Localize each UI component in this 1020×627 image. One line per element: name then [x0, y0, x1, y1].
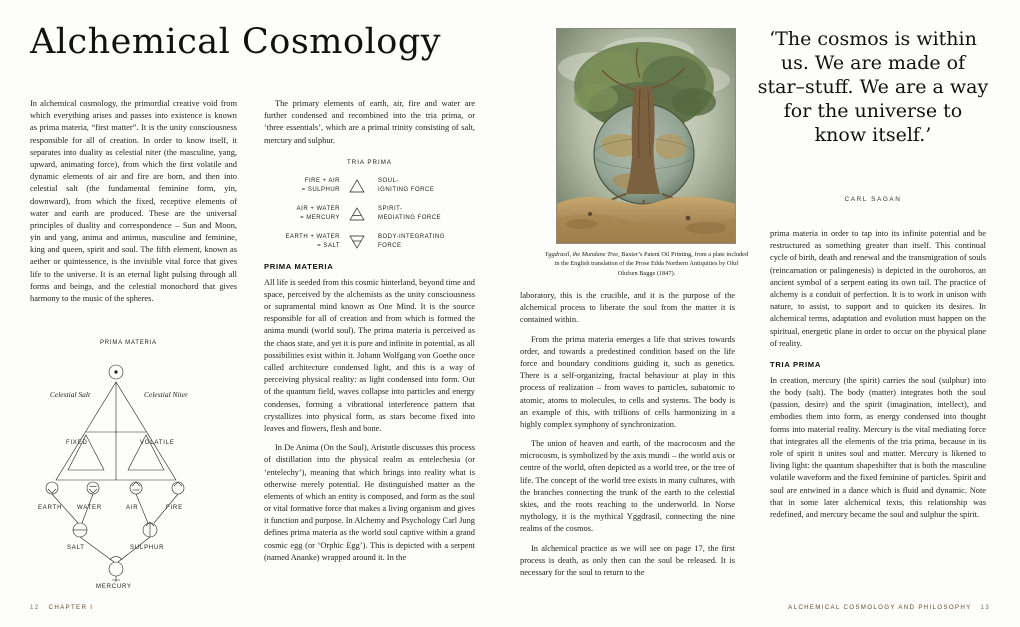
tria-row-right: SOUL- IGNITING FORCE — [378, 177, 435, 193]
figure-caption — [544, 250, 749, 278]
pull-quote-attribution: CARL SAGAN — [844, 196, 902, 203]
label-celestial-salt: Celestial Salt — [49, 390, 91, 399]
body-column-1 — [30, 98, 237, 312]
label-salt: SALT — [67, 545, 85, 551]
pull-quote: ‘The cosmos is within us. We are made of star–stuff. We are a way for the universe to know itself.’ — [757, 28, 989, 146]
caption-body: Baxter’s Patent Oil Printing, from a plate included in the English translation of the Prose Edda Northern Antiquities by Oluf Olufsen Bagge (1847). — [554, 251, 749, 277]
paragraph: From the prima materia emerges a life that strives towards order, and towards a predestined condition based on the life force and boundary conditions guiding it, such as genetics. There is a self-organizing, fractal behaviour at play in this process of realization – from waves to particles, subatomic to atomic, atoms to molecules, to cells and systems. The body is an example of this, with trillions of cells harmonizing in a highly complex symphony of synchronization. — [520, 334, 735, 429]
label-sulphur: SULPHUR — [130, 545, 165, 551]
footer-right — [788, 604, 990, 611]
paragraph: In creation, mercury (the spirit) carries the soul (sulphur) into the body (salt). The body (matter) integrates both the soul (passion, desire) and the spirit (imagination, intellect), and embodies them into form, as energy condensed into thought forms into material reality. Mercury is the vital mediating force that integrates all the elements of the tria prima, because in its role of spirit it unites soul and matter. Mercury is likened to living light: the quantum shapeshifter that is both the masculine volatile waveform and the fixed feminine of particles. Spirit and soul are entwined in a dance which is fluid and dynamic. Note that in some later alchemical texts, this relationship was redefined, and mercury became the soul and sulphur the spirit. — [770, 375, 986, 519]
label-fixed: FIXED — [66, 440, 88, 446]
tria-row — [264, 233, 475, 251]
label-celestial-niter: Celestial Niter — [144, 390, 188, 399]
caption-title: Yggdrasil, the Mundane Tree, — [544, 251, 620, 258]
diagram-title: PRIMA MATERIA — [100, 340, 157, 346]
paragraph: All life is seeded from this cosmic hinterland, beyond time and space, perceived by the alchemists as the unity consciousness or supramental mind known as One Mind. It is the source responsible for all of creation and from which is formed the anima mundi (world soul). The prima materia is perceived as the chaos state, and yet it is pure and infinite in potential, as all possibilities exist within it. Johann Wolfgang von Goethe once called architecture condensed light, and this is a way of perceiving physical reality: as light condensed into form. Out of the quantum field, waves collapse into particles and energy condenses, forming a vibrational interference pattern that crystallizes into physical form, as stars become fixed into leaves and flowers, flesh and bone. — [264, 277, 475, 433]
sulphur-triangle-icon — [340, 179, 374, 193]
yggdrasil-illustration — [556, 28, 736, 244]
label-water: WATER — [77, 505, 102, 511]
prima-materia-diagram — [20, 340, 250, 590]
section-heading: TRIA PRIMA — [770, 359, 822, 369]
paragraph: In alchemical practice as we will see on page 17, the first process is death, as only then can the soul be released. It is necessary for the soul to return to the — [520, 543, 735, 577]
tria-row-left: EARTH + WATER = SALT — [285, 233, 340, 249]
paragraph: In De Anima (On the Soul), Aristotle discusses this process of distillation into the physical realm as entelechesia (or ‘entelechy’), meaning that which brings into reality what is otherwise merely potential. He distinguished matter as the elements of which an entity is composed, and form as the soul or vital formative force that makes a living organism and gives it function and purpose. In Alchemy and Psychology Carl Jung defines prima materia as the world soul captive within a grand cosmic egg (or ‘Orphic Egg’). This is depicted with a serpent (named Ananke) wrapped around it. In the — [264, 443, 475, 562]
section-heading: PRIMA MATERIA — [264, 261, 334, 271]
page-title: Alchemical Cosmology — [30, 22, 442, 62]
diagram-graphic — [20, 340, 250, 590]
body-column-4 — [770, 228, 986, 528]
mercury-triangle-icon — [340, 207, 374, 221]
label-fire: FIRE — [166, 505, 183, 511]
label-air: AIR — [126, 505, 139, 511]
paragraph: prima materia in order to tap into its infinite potential and be restructured as something greater than itself. This continual cycle of birth, death and renewal and the transmigration of souls (reincarnation or palingenesis) is depicted in the ouroboros, an ancient symbol of a serpent eating its own tail. The practice of alchemy is a conduit of perfection. It is to work in unison with nature, to assist, to support and to quicken its desires. In alchemical terms, adaptation and evolution must happen on the spiritual, energetic plane in order to occur on the physical plane of reality. — [770, 229, 986, 348]
paragraph: In alchemical cosmology, the primordial creative void from which everything arises and passes into existence is known as prima materia, “first matter”. It is the unity consciousness responsible for all of creation. In order to know itself, it separates into duality as celestial niter (the masculine, yang, upward, animating force), from which the first volatile and dynamic elements of air and fire are born, and then into celestial salt (the fundamental feminine form, yin, downward), from which the fixed, receptive elements of water and earth are produced. These are the universal principles of duality and correspondence – Sun and Moon, yin and yang, anima and animus, masculine and feminine, king and queen, spirit and soul. The fifth element, known as aether or quintessence, is the invisible vital force that gives life to the universe. It is an eternal light pulsing through all forms and beings, and the celestial monochord that gives harmony to the music of the spheres. — [30, 99, 237, 303]
footer-left — [30, 604, 93, 611]
label-mercury: MERCURY — [96, 584, 132, 590]
paragraph: The primary elements of earth, air, fire and water are further condensed and recombined into the tria prima, or ‘three essentials’, which are a primal trinity consisting of salt, mercury and sulphur. — [264, 99, 475, 145]
tria-row — [264, 177, 475, 195]
tria-row-left: AIR + WATER = MERCURY — [296, 205, 340, 221]
footer-page-number-right: 13 — [980, 604, 990, 611]
body-column-2 — [264, 98, 475, 571]
paragraph: The union of heaven and earth, of the macrocosm and the microcosm, is symbolized by the axis mundi – the world axis or centre of the world, often depicted as a world tree, or the tree of life. The concept of the world tree exists in many cultures, with the branches connecting the trunk of the earth to the celestial skies, and the roots reaching to the underworld. In Norse mythology, it is the mythical Yggdrasil, connecting the nine realms of the cosmos. — [520, 439, 735, 534]
paragraph: laboratory, this is the crucible, and it is the purpose of the alchemical process to liberate the soul from the matter it is contained within. — [520, 291, 735, 325]
label-earth: EARTH — [38, 505, 63, 511]
footer-page-number-left: 12 — [30, 604, 40, 611]
tria-row — [264, 205, 475, 223]
tria-row-right: BODY-INTEGRATING FORCE — [378, 233, 446, 249]
tria-prima-title: TRIA PRIMA — [346, 158, 393, 166]
salt-triangle-icon — [340, 235, 374, 249]
footer-label-right: ALCHEMICAL COSMOLOGY AND PHILOSOPHY — [788, 604, 972, 611]
label-volatile: VOLATILE — [140, 440, 175, 446]
footer-label-left: CHAPTER I — [48, 604, 94, 611]
tria-row-right: SPIRIT- MEDIATING FORCE — [378, 205, 442, 221]
body-column-3 — [520, 290, 735, 586]
tria-prima-diagram — [264, 159, 475, 251]
tria-row-left: FIRE + AIR = SULPHUR — [301, 177, 340, 193]
